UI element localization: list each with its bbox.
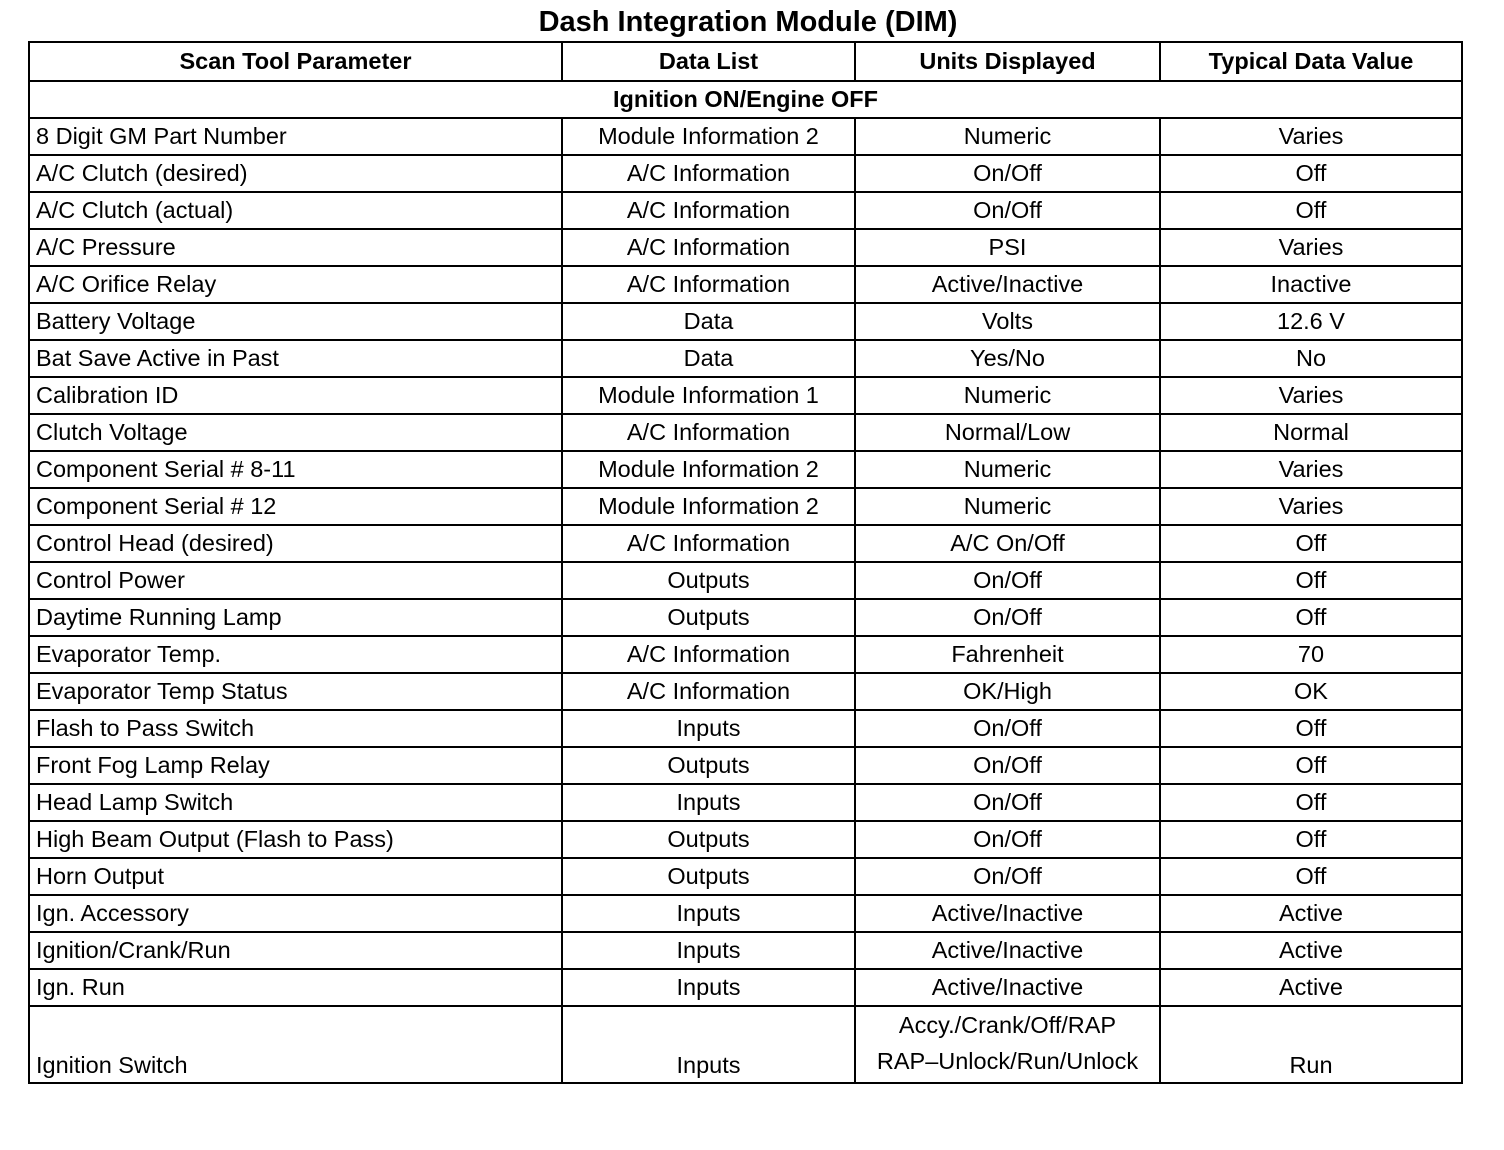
table-row [29,414,1462,451]
cell-typical-value: Varies [1160,488,1462,525]
dim-parameter-table [28,41,1463,1084]
cell-units: On/Off [855,821,1160,858]
cell-typical-value: Varies [1160,229,1462,266]
cell-units: On/Off [855,562,1160,599]
cell-typical-value: Off [1160,562,1462,599]
cell-typical-value: Off [1160,710,1462,747]
cell-parameter: Evaporator Temp Status [29,673,562,710]
table-row [29,747,1462,784]
cell-typical-value: Active [1160,895,1462,932]
cell-typical-value: Active [1160,969,1462,1006]
cell-parameter: Calibration ID [29,377,562,414]
cell-data-list: Outputs [562,562,855,599]
cell-parameter: Bat Save Active in Past [29,340,562,377]
cell-parameter: Flash to Pass Switch [29,710,562,747]
cell-data-list: Module Information 2 [562,451,855,488]
cell-typical-value: Varies [1160,118,1462,155]
cell-data-list: Module Information 2 [562,118,855,155]
cell-typical-value: Run [1160,1006,1462,1083]
cell-parameter: Battery Voltage [29,303,562,340]
cell-typical-value: Off [1160,747,1462,784]
table-row [29,1006,1462,1083]
cell-units: On/Off [855,858,1160,895]
cell-data-list: Outputs [562,858,855,895]
cell-parameter: High Beam Output (Flash to Pass) [29,821,562,858]
cell-parameter: A/C Clutch (desired) [29,155,562,192]
cell-units: On/Off [855,784,1160,821]
column-header-typical-value: Typical Data Value [1160,42,1462,81]
cell-typical-value: Off [1160,821,1462,858]
cell-units: Fahrenheit [855,636,1160,673]
cell-parameter: A/C Orifice Relay [29,266,562,303]
cell-parameter: Evaporator Temp. [29,636,562,673]
cell-data-list: A/C Information [562,414,855,451]
cell-typical-value: Off [1160,858,1462,895]
cell-units: Active/Inactive [855,932,1160,969]
cell-units: Active/Inactive [855,266,1160,303]
cell-parameter: A/C Pressure [29,229,562,266]
cell-units: Numeric [855,118,1160,155]
cell-typical-value: Off [1160,192,1462,229]
cell-typical-value: Inactive [1160,266,1462,303]
table-row [29,525,1462,562]
table-row [29,377,1462,414]
cell-data-list: Inputs [562,895,855,932]
cell-units: Active/Inactive [855,895,1160,932]
cell-data-list: Module Information 2 [562,488,855,525]
cell-parameter: A/C Clutch (actual) [29,192,562,229]
cell-parameter: 8 Digit GM Part Number [29,118,562,155]
cell-units: PSI [855,229,1160,266]
cell-typical-value: Normal [1160,414,1462,451]
cell-units: On/Off [855,599,1160,636]
cell-data-list: Data [562,340,855,377]
cell-parameter: Component Serial # 8-11 [29,451,562,488]
table-row [29,821,1462,858]
cell-typical-value: Off [1160,599,1462,636]
cell-parameter: Control Power [29,562,562,599]
cell-units: Numeric [855,488,1160,525]
cell-data-list: A/C Information [562,266,855,303]
table-row [29,303,1462,340]
table-row [29,562,1462,599]
cell-data-list: A/C Information [562,192,855,229]
cell-data-list: A/C Information [562,673,855,710]
table-row [29,192,1462,229]
cell-data-list: Data [562,303,855,340]
cell-data-list: Inputs [562,710,855,747]
cell-units: Volts [855,303,1160,340]
table-row [29,895,1462,932]
cell-parameter: Ign. Run [29,969,562,1006]
cell-parameter: Clutch Voltage [29,414,562,451]
column-header-data-list: Data List [562,42,855,81]
table-row [29,710,1462,747]
units-line: RAP–Unlock/Run/Unlock [876,1048,1139,1074]
cell-typical-value: Off [1160,155,1462,192]
cell-data-list: Inputs [562,1006,855,1083]
table-row [29,266,1462,303]
table-row [29,599,1462,636]
cell-typical-value: Active [1160,932,1462,969]
cell-parameter: Head Lamp Switch [29,784,562,821]
cell-units: On/Off [855,747,1160,784]
section-row [29,81,1462,118]
cell-typical-value: 70 [1160,636,1462,673]
table-row [29,488,1462,525]
cell-parameter: Component Serial # 12 [29,488,562,525]
cell-typical-value: Varies [1160,451,1462,488]
cell-data-list: Outputs [562,599,855,636]
cell-typical-value: 12.6 V [1160,303,1462,340]
cell-data-list: A/C Information [562,636,855,673]
cell-units: Yes/No [855,340,1160,377]
cell-units: Numeric [855,451,1160,488]
cell-data-list: Inputs [562,784,855,821]
table-row [29,155,1462,192]
cell-data-list: Module Information 1 [562,377,855,414]
column-header-parameter: Scan Tool Parameter [29,42,562,81]
table-row [29,340,1462,377]
cell-data-list: Outputs [562,821,855,858]
table-row [29,636,1462,673]
cell-parameter: Ign. Accessory [29,895,562,932]
cell-units: Normal/Low [855,414,1160,451]
cell-typical-value: OK [1160,673,1462,710]
cell-parameter: Control Head (desired) [29,525,562,562]
document-title: Dash Integration Module (DIM) [538,6,958,38]
table-row [29,673,1462,710]
cell-typical-value: Off [1160,784,1462,821]
cell-parameter: Horn Output [29,858,562,895]
cell-data-list: Inputs [562,932,855,969]
table-row [29,932,1462,969]
cell-parameter: Front Fog Lamp Relay [29,747,562,784]
cell-units: Numeric [855,377,1160,414]
cell-data-list: Outputs [562,747,855,784]
cell-typical-value: Varies [1160,377,1462,414]
cell-units: Active/Inactive [855,969,1160,1006]
cell-units: OK/High [855,673,1160,710]
cell-data-list: A/C Information [562,525,855,562]
column-header-units: Units Displayed [855,42,1160,81]
cell-units [855,1006,1160,1083]
cell-typical-value: Off [1160,525,1462,562]
cell-units: On/Off [855,192,1160,229]
table-row [29,229,1462,266]
cell-parameter: Ignition/Crank/Run [29,932,562,969]
cell-data-list: A/C Information [562,229,855,266]
section-label: Ignition ON/Engine OFF [29,81,1462,118]
cell-parameter: Ignition Switch [29,1006,562,1083]
table-row [29,969,1462,1006]
table-row [29,451,1462,488]
table-header-row [29,42,1462,81]
cell-data-list: A/C Information [562,155,855,192]
cell-units: On/Off [855,710,1160,747]
units-line: Accy./Crank/Off/RAP [898,1012,1117,1038]
cell-units: On/Off [855,155,1160,192]
cell-parameter: Daytime Running Lamp [29,599,562,636]
cell-data-list: Inputs [562,969,855,1006]
cell-units: A/C On/Off [855,525,1160,562]
table-row [29,858,1462,895]
table-row [29,118,1462,155]
table-row [29,784,1462,821]
cell-typical-value: No [1160,340,1462,377]
